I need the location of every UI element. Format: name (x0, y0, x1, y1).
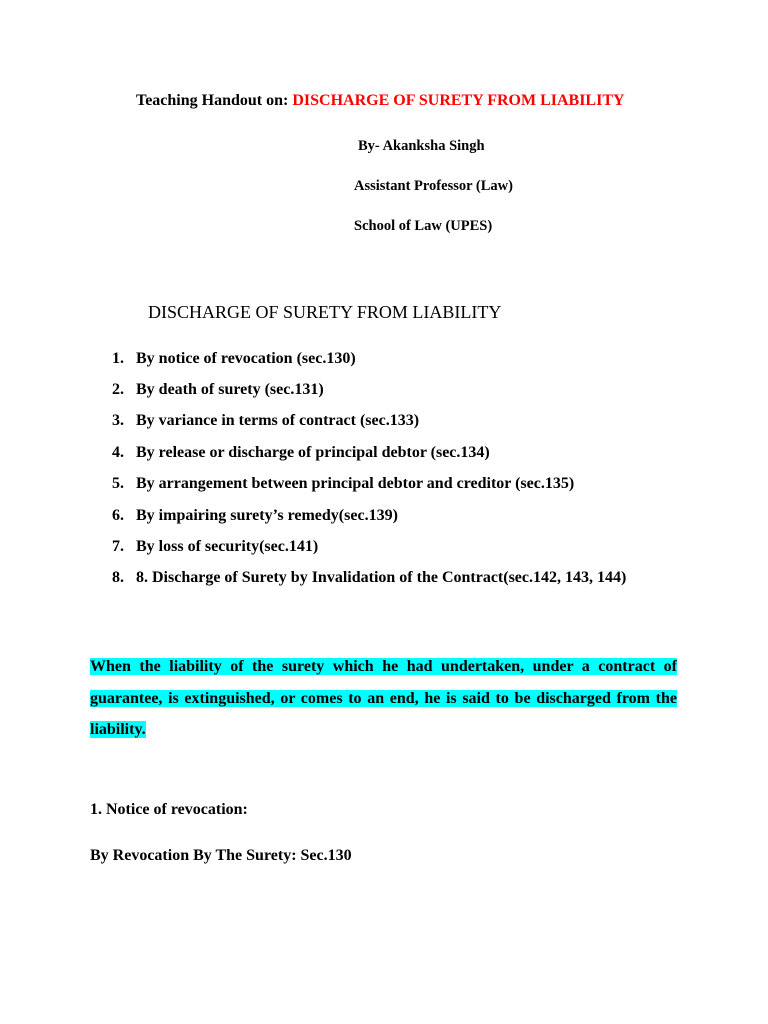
list-item-text: By arrangement between principal debtor and creditor (sec.135) (136, 475, 575, 492)
handout-title-topic: DISCHARGE OF SURETY FROM LIABILITY (292, 92, 625, 109)
institution-line: School of Law (UPES) (354, 218, 493, 234)
main-heading: DISCHARGE OF SURETY FROM LIABILITY (148, 302, 502, 322)
list-item-text: By death of surety (sec.131) (136, 381, 324, 398)
list-item-number: 7. (112, 538, 124, 555)
section-subheading-revocation-by-surety: By Revocation By The Surety: Sec.130 (90, 847, 352, 864)
handout-title-prefix: Teaching Handout on: (136, 92, 293, 109)
list-item-number: 8. (112, 569, 124, 586)
list-item-number: 4. (112, 444, 124, 461)
list-item-text: By variance in terms of contract (sec.133) (136, 412, 420, 429)
section-heading-notice-of-revocation: 1. Notice of revocation: (90, 801, 248, 818)
list-item-number: 6. (112, 507, 124, 524)
list-item-text: By impairing surety’s remedy(sec.139) (136, 507, 398, 524)
highlighted-definition: When the liability of the surety which he had undertaken, under a contract of guarantee, is extinguished, or comes to an end, he is said to be discharged from the liability. (90, 658, 677, 738)
position-line: Assistant Professor (Law) (354, 178, 513, 194)
list-item-text: 8. Discharge of Surety by Invalidation of the Contract(sec.142, 143, 144) (136, 569, 627, 586)
list-item-text: By release or discharge of principal debtor (sec.134) (136, 444, 490, 461)
list-item-number: 2. (112, 381, 124, 398)
author-line: By- Akanksha Singh (358, 138, 485, 154)
list-item-text: By notice of revocation (sec.130) (136, 350, 356, 367)
list-item-number: 5. (112, 475, 124, 492)
list-item-text: By loss of security(sec.141) (136, 538, 319, 555)
list-item-number: 1. (112, 350, 124, 367)
definition-paragraph (90, 651, 677, 746)
list-item-number: 3. (112, 412, 124, 429)
handout-title (136, 92, 625, 110)
